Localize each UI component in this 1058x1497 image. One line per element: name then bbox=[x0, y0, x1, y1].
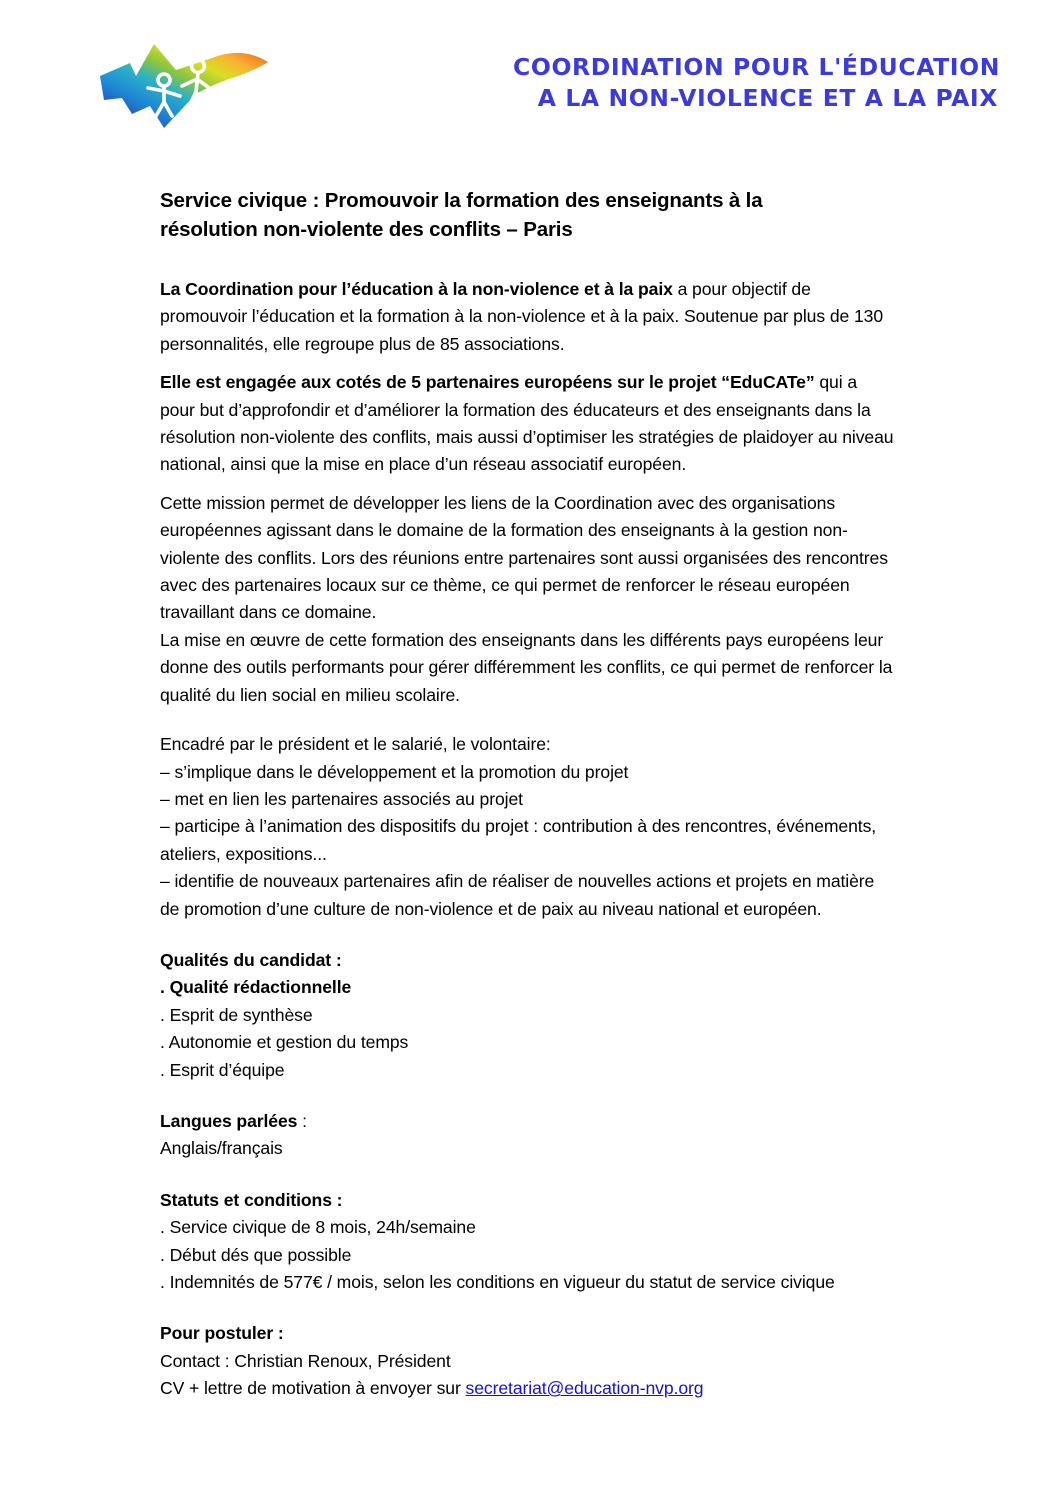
volunteer-task: – s’implique dans le développement et la promotion du projet bbox=[160, 761, 629, 782]
qualities-heading: Qualités du candidat : bbox=[160, 949, 342, 970]
paragraph-engagement-lead: Elle est engagée aux cotés de 5 partenaires européens sur le projet “EduCATe” bbox=[160, 372, 815, 393]
organization-title-line-1: COORDINATION POUR L'ÉDUCATION bbox=[513, 53, 1000, 81]
spacer bbox=[160, 1163, 895, 1187]
paragraph-intro bbox=[160, 276, 895, 358]
organization-title-line-2: A LA NON-VIOLENCE ET A LA PAIX bbox=[537, 84, 998, 112]
conditions-heading: Statuts et conditions : bbox=[160, 1189, 343, 1210]
paragraph-mission: Cette mission permet de développer les liens de la Coordination avec des organisations européennes agissant dans le domaine de la formation des enseignants à la gestion non-violente des conflits. Lors des réunions entre partenaires sont aussi organisées des rencontres avec des partenaires locaux sur ce thème, ce qui permet de renforcer le réseau européen travaillant dans ce domaine. bbox=[160, 492, 888, 623]
quality-item: . Esprit de synthèse bbox=[160, 1004, 313, 1025]
paragraph-implementation: La mise en œuvre de cette formation des enseignants dans les différents pays européens leur donne des outils performants pour gérer différemment les conflits, ce qui permet de renforcer la qualité du lien social en milieu scolaire. bbox=[160, 629, 893, 705]
languages-heading-bold: Langues parlées bbox=[160, 1110, 298, 1131]
condition-item: . Début dés que possible bbox=[160, 1244, 352, 1265]
document-body bbox=[160, 186, 895, 1403]
page-header bbox=[0, 0, 1058, 150]
paragraph-intro-rest: a pour objectif de promouvoir l’éducation et la formation à la non-violence et à la paix. Soutenue par plus de 130 personnalités, elle regroupe plus de 85 associations. bbox=[160, 279, 884, 354]
paragraph-engagement-rest: qui a pour but d’approfondir et d’améliorer la formation des éducateurs et des enseignants dans la résolution non-violente des conflits, mais aussi d’optimiser les stratégies de plaidoyer au niveau national, ainsi que la mise en place d’un réseau associatif européen. bbox=[160, 372, 894, 475]
apply-instruction-prefix: CV + lettre de motivation à envoyer sur bbox=[160, 1378, 466, 1399]
page-title: Service civique : Promouvoir la formation des enseignants à la résolution non-violente des conflits – Paris bbox=[160, 189, 763, 241]
quality-item: . Autonomie et gestion du temps bbox=[160, 1032, 409, 1053]
volunteer-task: – met en lien les partenaires associés au projet bbox=[160, 788, 523, 809]
languages-value: Anglais/français bbox=[160, 1138, 283, 1159]
condition-item: . Indemnités de 577€ / mois, selon les conditions en vigueur du statut de service civique bbox=[160, 1272, 835, 1292]
organization-title bbox=[480, 52, 1000, 114]
apply-instruction bbox=[160, 1375, 895, 1402]
volunteer-task: – identifie de nouveaux partenaires afin de réaliser de nouvelles actions et projets en matière de promotion d’une culture de non-violence et de paix au niveau national et européen. bbox=[160, 871, 875, 919]
spacer bbox=[160, 720, 895, 731]
apply-contact: Contact : Christian Renoux, Président bbox=[160, 1350, 451, 1371]
quality-item: . Esprit d’équipe bbox=[160, 1059, 285, 1080]
condition-item: . Service civique de 8 mois, 24h/semaine bbox=[160, 1217, 476, 1238]
paragraph-engagement bbox=[160, 369, 895, 479]
spacer bbox=[160, 923, 895, 947]
apply-heading: Pour postuler : bbox=[160, 1323, 284, 1344]
languages-heading-colon: : bbox=[297, 1110, 307, 1131]
paragraph-intro-lead: La Coordination pour l’éducation à la non-violence et à la paix bbox=[160, 279, 673, 299]
contact-email-link[interactable]: secretariat@education-nvp.org bbox=[465, 1378, 704, 1399]
languages-heading bbox=[160, 1108, 895, 1135]
volunteer-intro: Encadré par le président et le salarié, le volontaire: bbox=[160, 734, 551, 755]
spacer bbox=[160, 1084, 895, 1108]
quality-item-bold-dot: . Qualité rédactionnelle bbox=[160, 977, 352, 998]
spacer bbox=[160, 1296, 895, 1320]
rainbow-dove-logo bbox=[92, 28, 284, 140]
volunteer-task: – participe à l’animation des dispositifs du projet : contribution à des rencontres, événements, ateliers, expositions... bbox=[160, 816, 877, 864]
quality-item bbox=[160, 974, 895, 1001]
